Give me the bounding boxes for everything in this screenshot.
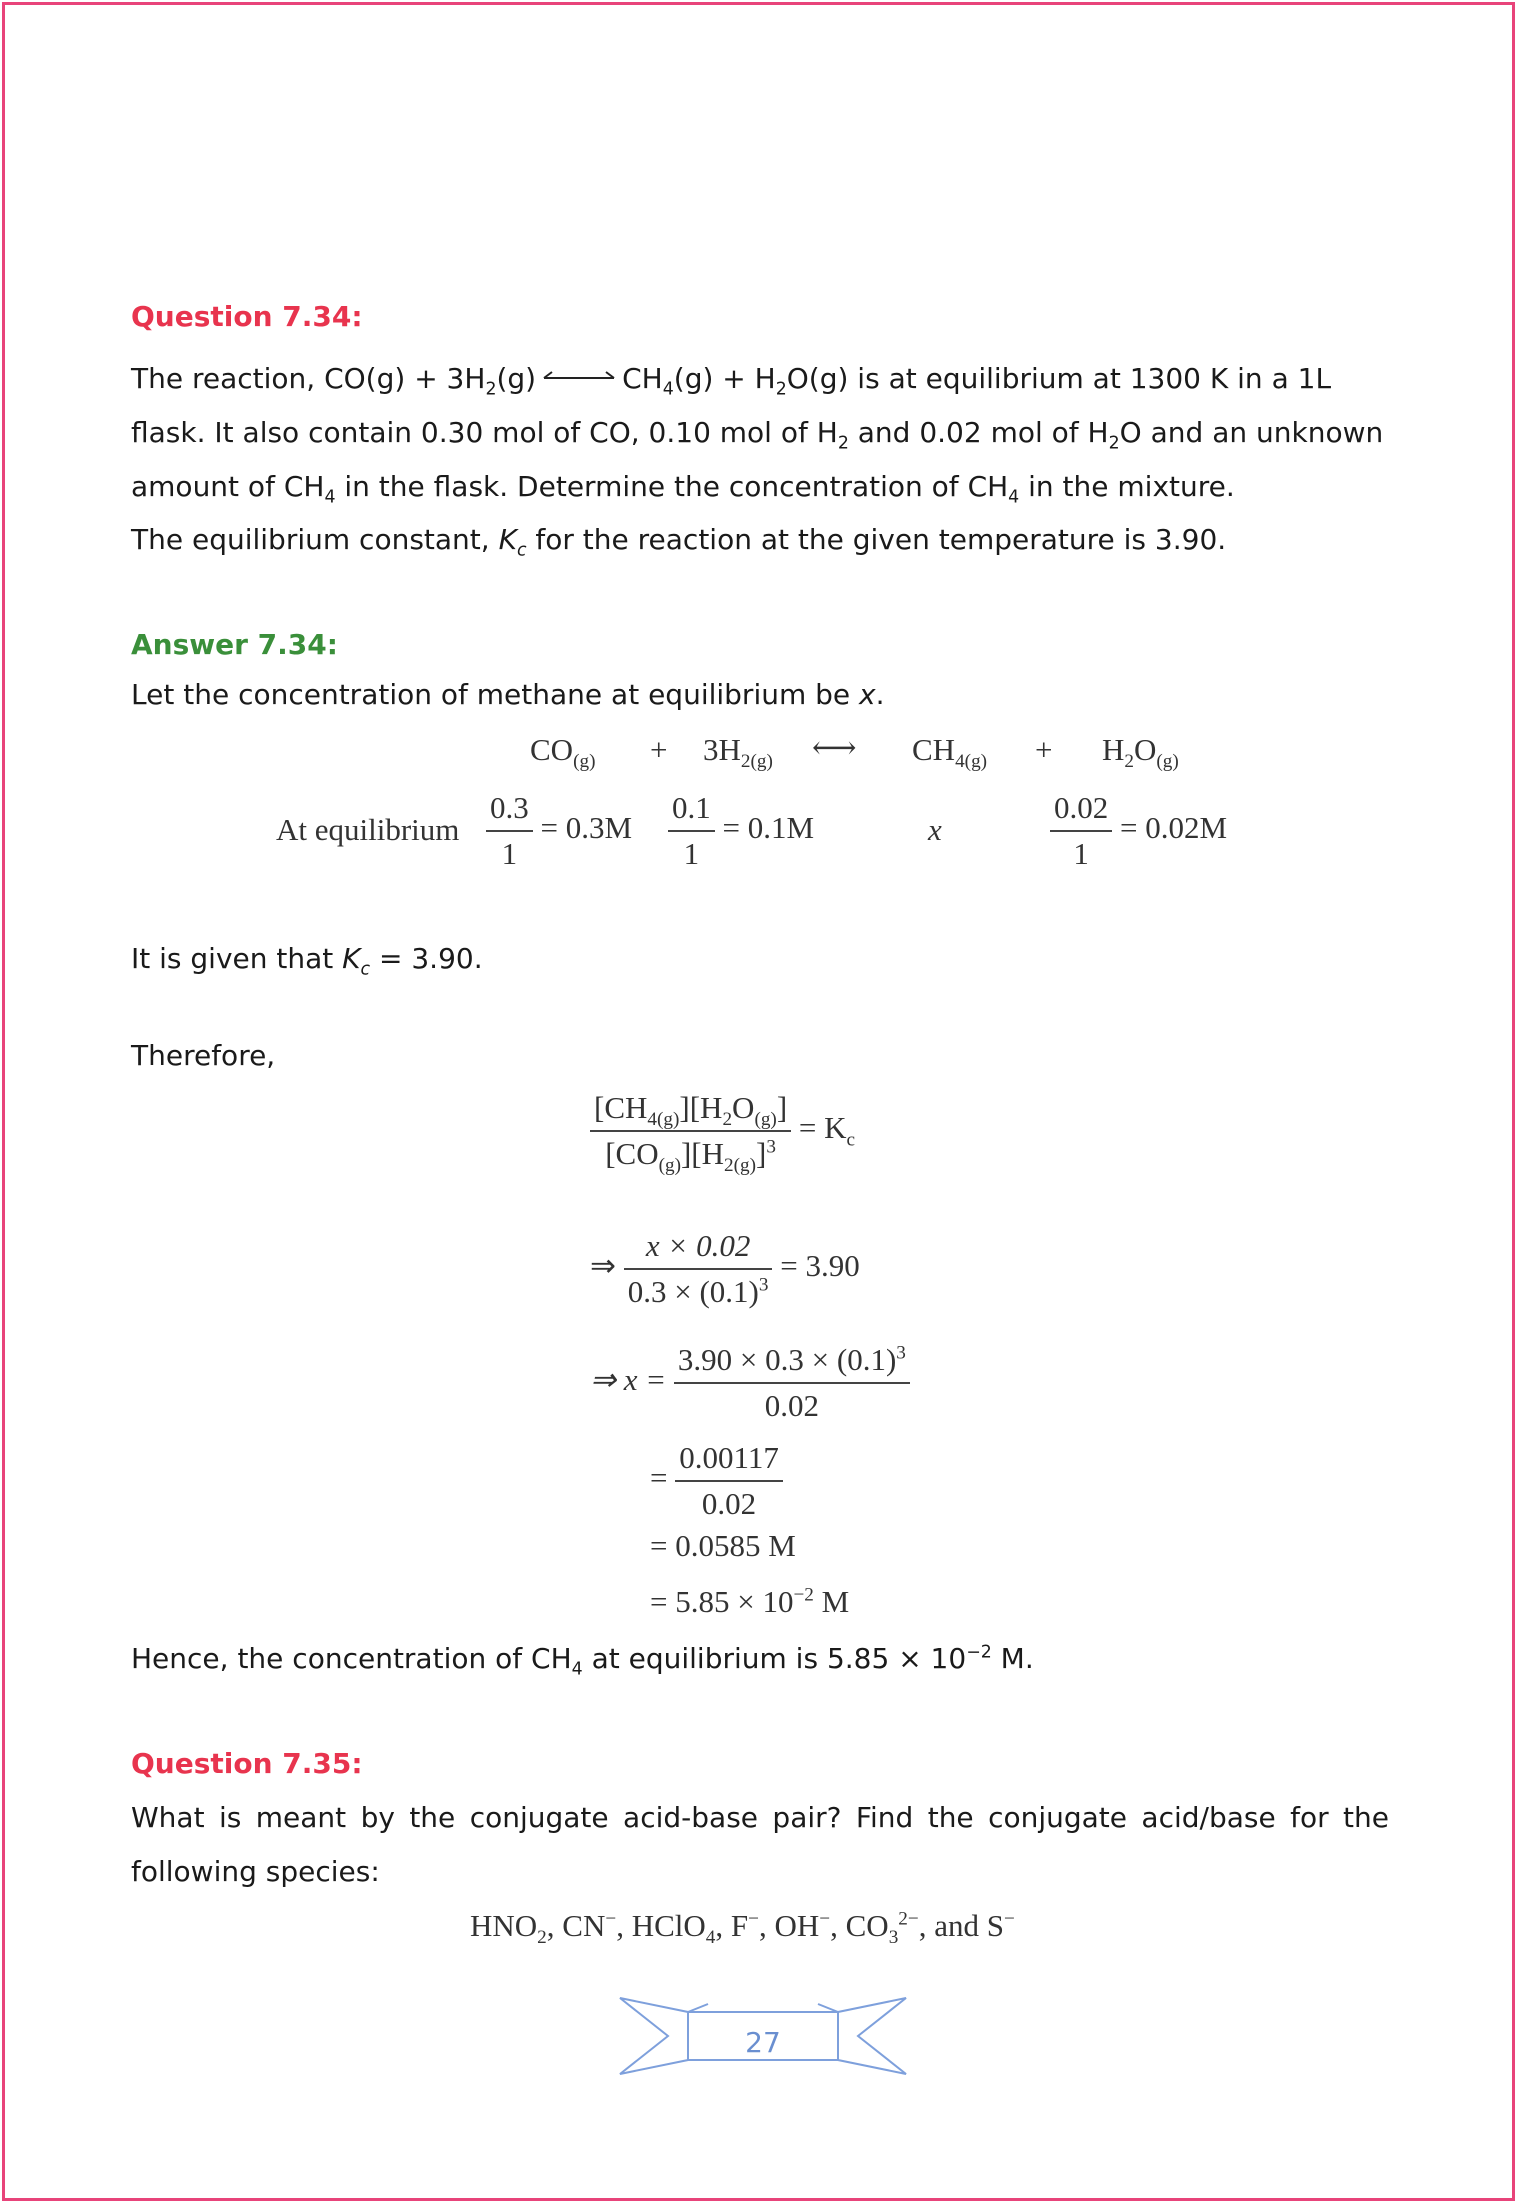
species-list: $HNO_2$, CN−, HClO$_4$, F−, OH−, $CO_3^{2-}$, and S− xyxy=(470,1908,1015,1949)
answer-intro: Let the concentration of methane at equilibrium be x. xyxy=(131,678,885,711)
species-ch4: $CH_{4(g)}$ xyxy=(912,732,988,773)
equilibrium-arrow: ⟷ xyxy=(812,730,857,765)
question-heading: Question 7.34: xyxy=(131,300,363,333)
question-text: What is meant by the conjugate acid-base pair? Find the conjugate acid/base for the following species: xyxy=(131,1801,1389,1888)
question-text-line-1: The reaction, $CO(g) + 3H_2(g) CH_4(g) + H_2O(g)$ is at equilibrium at 1300 K in a 1L xyxy=(131,362,1332,400)
fraction-step: = $\frac{0.00117}{0.02}$ xyxy=(650,1440,783,1522)
h2o-concentration: $\frac{0.02}{1}$ = 0.02M xyxy=(1050,790,1227,872)
question-heading: Question 7.35: xyxy=(131,1747,363,1780)
decimal-result: = 0.0585 M xyxy=(650,1528,796,1563)
species-h2o: $H_2O_{(g)}$ xyxy=(1102,732,1179,773)
h2-concentration: $\frac{0.1}{1}$ = 0.1M xyxy=(668,790,814,872)
question-text-line-4: The equilibrium constant, $K_c$ for the reaction at the given temperature is 3.90. xyxy=(131,523,1227,561)
kc-expression: $\frac{[CH_{4(g)}][H_2O_{(g)}]}{[CO_{(g)}][H_{2(g)}]^3}$ = $K_c$ xyxy=(590,1090,855,1172)
answer-heading: Answer 7.34: xyxy=(131,628,338,661)
therefore-label: Therefore, xyxy=(131,1039,276,1072)
row-label: At equilibrium xyxy=(276,812,460,847)
species-co: $CO_{(g)}$ xyxy=(530,732,596,773)
solve-x-step: ⇒ x = $\frac{3.90 \times 0.3 \times (0.1)^3}{0.02}$ xyxy=(590,1342,910,1424)
equilibrium-arrow-icon xyxy=(538,368,620,392)
species-h2: $3H_{2(g)}$ xyxy=(703,732,773,773)
plus-sign: + xyxy=(650,732,668,767)
page-number: 27 xyxy=(745,2026,781,2059)
question-text-line-3: amount of $CH_4$ in the flask. Determine the concentration of $CH_4$ in the mixture. xyxy=(131,470,1235,508)
given-statement: It is given that $K_c = 3.90$. xyxy=(131,942,483,980)
question-text-line-2: flask. It also contain 0.30 mol of CO, 0.10 mol of $H_2$ and 0.02 mol of $H_2O$ and an unknown xyxy=(131,416,1384,454)
ch4-concentration: x xyxy=(928,812,942,847)
substitution-step: ⇒ $\frac{x \times 0.02}{0.3 \times (0.1)^3}$ = 3.90 xyxy=(590,1228,860,1309)
scientific-result: = $5.85 \times 10^{-2}$ M xyxy=(650,1584,850,1619)
co-concentration: $\frac{0.3}{1}$ = 0.3M xyxy=(486,790,632,872)
plus-sign: + xyxy=(1035,732,1053,767)
answer-conclusion: Hence, the concentration of $CH_4$ at equilibrium is $5.85 \times 10^{-2}$ M. xyxy=(131,1642,1034,1680)
